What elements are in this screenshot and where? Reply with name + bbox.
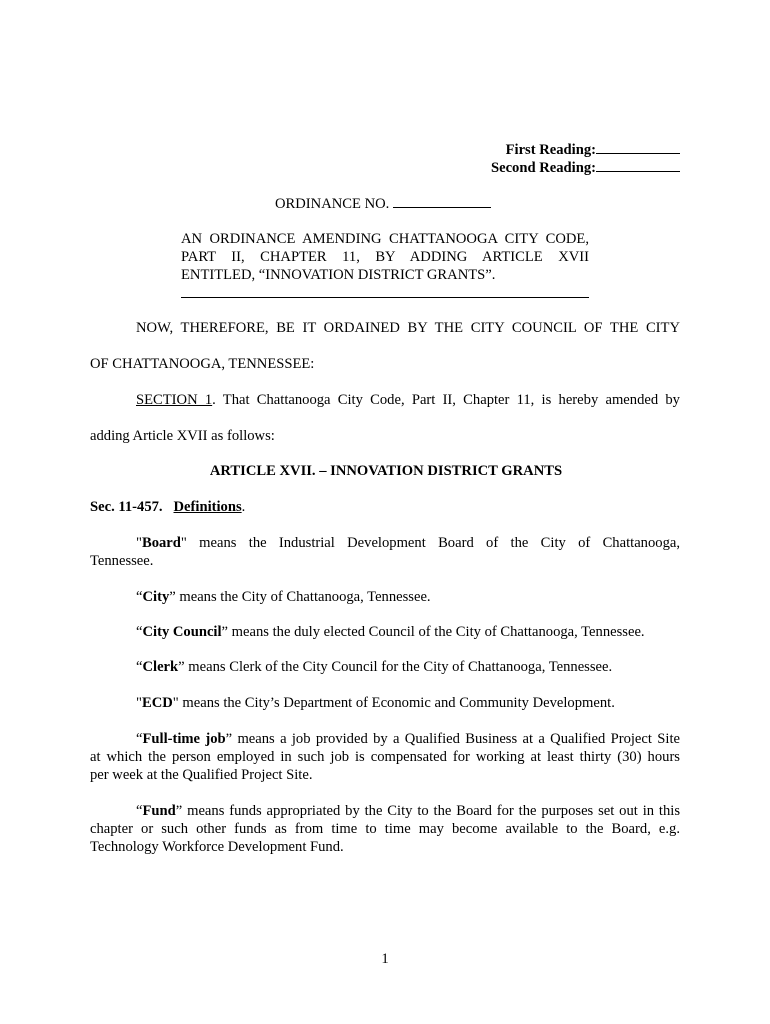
definition-board-line-1: "Board" means the Industrial Development Board of the City of Chattanooga,	[136, 535, 680, 551]
section-title: Definitions	[173, 499, 242, 515]
definition-full-time-job-line-1: “Full-time job” means a job provided by a Qualified Business at a Qualified Project Site	[136, 731, 680, 747]
ordinance-number-label: ORDINANCE NO.	[275, 196, 390, 212]
ordinance-title-line-3: ENTITLED, “INNOVATION DISTRICT GRANTS”.	[181, 267, 496, 283]
second-reading-line	[400, 158, 680, 177]
page-number: 1	[381, 951, 389, 967]
ordinance-title-line-2: PART II, CHAPTER 11, BY ADDING ARTICLE XVII	[181, 249, 589, 265]
section-1-label: SECTION 1	[136, 392, 213, 408]
definition-board-line-2: Tennessee.	[90, 553, 154, 569]
first-reading-label: First Reading:	[505, 142, 596, 158]
first-reading-blank[interactable]	[596, 140, 680, 154]
second-reading-blank[interactable]	[596, 158, 680, 172]
ordinance-number-line	[275, 194, 535, 213]
term-city-council: City Council	[142, 624, 222, 640]
section-heading: Sec. 11-457. Definitions.	[90, 499, 246, 515]
definition-clerk: “Clerk” means Clerk of the City Council for the City of Chattanooga, Tennessee.	[136, 659, 613, 675]
enactment-line-1: NOW, THEREFORE, BE IT ORDAINED BY THE CITY COUNCIL OF THE CITY	[136, 320, 680, 336]
definition-full-time-job-line-3: per week at the Qualified Project Site.	[90, 767, 313, 783]
definition-fund-line-2: chapter or such other funds as from time to time may become available to the Board, e.g.	[90, 821, 680, 837]
definition-ecd: "ECD" means the City’s Department of Economic and Community Development.	[136, 695, 615, 711]
term-clerk: Clerk	[142, 659, 179, 675]
term-full-time-job: Full-time job	[142, 731, 226, 747]
article-heading: ARTICLE XVII. – INNOVATION DISTRICT GRANTS	[209, 463, 563, 479]
section-number: Sec. 11-457.	[90, 499, 163, 515]
second-reading-label: Second Reading:	[490, 160, 596, 176]
term-ecd: ECD	[141, 695, 173, 711]
first-reading-line	[400, 140, 680, 159]
definition-fund-line-3: Technology Workforce Development Fund.	[90, 839, 344, 855]
section-1-line-1: SECTION 1. That Chattanooga City Code, Part II, Chapter 11, is hereby amended by	[136, 392, 680, 408]
definition-city-council: “City Council” means the duly elected Council of the City of Chattanooga, Tennessee.	[136, 624, 645, 640]
term-fund: Fund	[142, 803, 176, 819]
ordinance-number-blank[interactable]	[393, 194, 491, 208]
enactment-line-2: OF CHATTANOOGA, TENNESSEE:	[90, 356, 315, 372]
definition-city: “City” means the City of Chattanooga, Tennessee.	[136, 589, 431, 605]
ordinance-title-line-1: AN ORDINANCE AMENDING CHATTANOOGA CITY CODE,	[181, 231, 589, 247]
definition-fund-line-1: “Fund” means funds appropriated by the City to the Board for the purposes set out in this	[136, 803, 680, 819]
term-board: Board	[141, 535, 181, 551]
section-1-line-2: adding Article XVII as follows:	[90, 428, 275, 444]
definition-full-time-job-line-2: at which the person employed in such job is compensated for working at least thirty (30) hours	[90, 749, 680, 765]
title-divider	[181, 297, 589, 298]
term-city: City	[142, 589, 170, 605]
